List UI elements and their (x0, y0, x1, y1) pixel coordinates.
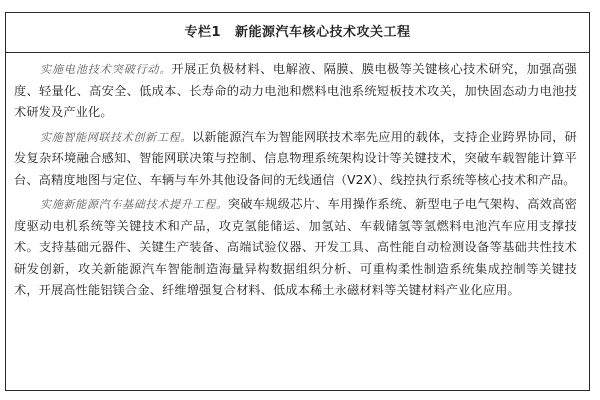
box-label: 专栏1 (184, 25, 222, 40)
section-lead: 实施新能源汽车基础技术提升工程。 (40, 198, 228, 211)
section-lead: 实施电池技术突破行动。 (40, 63, 172, 76)
box-body (6, 53, 589, 302)
section-text: 以新能源汽车为智能网联技术率先应用的载体，支持企业跨界协同，研发复杂环境融合感知、智能网联决策与控制、信息物理系统架构设计等关键技术，突破车载智能计算平台、高精度地图与定位、车辆与车外其他设备间的无线通信（V2X）、线控执行系统等核心技术和产品。 (14, 129, 577, 187)
section-text: 开展正负极材料、电解液、隔膜、膜电极等关键核心技术研究，加强高强度、轻量化、高安全、低成本、长寿命的动力电池和燃料电池系统短板技术攻关，加快固态动力电池技术研发及产业化。 (14, 62, 577, 119)
box-title: 新能源汽车核心技术攻关工程 (235, 25, 411, 40)
box-header (6, 13, 589, 53)
section-battery (14, 59, 577, 124)
feature-box (5, 12, 590, 391)
section-lead: 实施智能网联技术创新工程。 (40, 130, 192, 144)
section-text: 突破车规级芯片、车用操作系统、新型电子电气架构、高效高密度驱动电机系统等关键技术和产品，攻克氢能储运、加氢站、车载储氢等氢燃料电池汽车应用支撑技术。支持基础元器件、关键生产装备、高端试验仪器、开发工具、高性能自动检测设备等基础共性技术研发创新，攻关新能源汽车智能制造海量异构数据组织分析、可重构柔性制造系统集成控制等关键技术，开展高性能铝镁合金、纤维增强复合材料、低成本稀土永磁材料等关键材料产业化应用。 (14, 197, 577, 297)
section-foundation-tech (14, 194, 577, 302)
section-intelligent-connected (14, 127, 577, 192)
